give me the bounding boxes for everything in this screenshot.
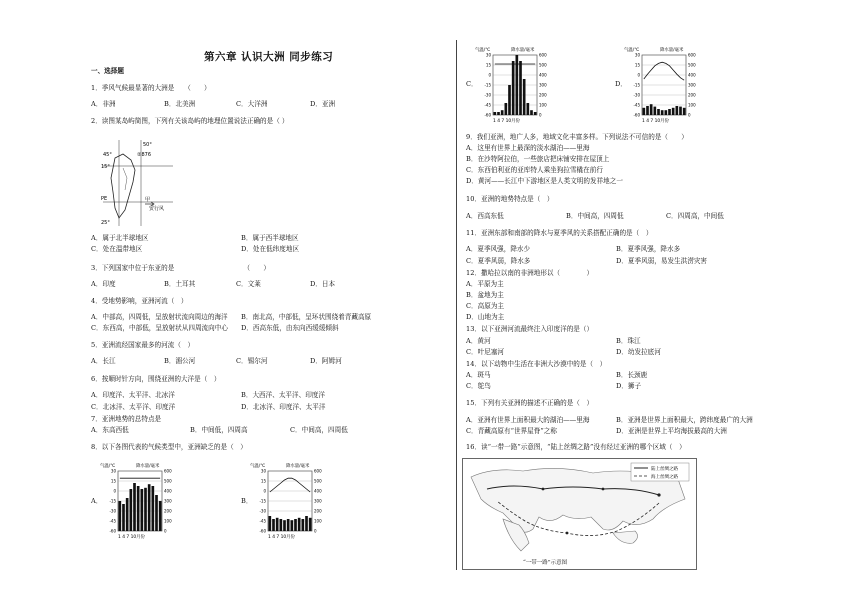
option: D．山地为主 [466,313,505,321]
option: B．在沙特阿拉伯，一些旅店把床铺安排在屋顶上 [466,155,610,163]
axis-label: 降水量/毫米 [286,464,310,469]
question-13: 13．以下亚洲河流最终注入印度洋的是（） [466,325,594,333]
option: A．中部高，四周低，呈放射状流向周边的海洋 [91,313,228,321]
precip-bar [309,518,312,531]
tick-label: 0 [488,72,491,78]
tick-label: 500 [539,62,547,68]
precip-bar [512,61,515,115]
precip-bar [654,107,657,115]
option: B．土耳其 [164,280,196,288]
precip-bar [133,483,136,531]
map-label: 贸行风 [149,206,165,212]
precip-bar [291,520,294,531]
x-axis-label: 1 4 7 10月份 [493,119,520,124]
precip-bar [672,108,675,115]
option-letter: A． [91,497,103,505]
axis-label: 降水量/毫米 [136,464,160,469]
option: C．北冰洋、太平洋、印度洋 [91,403,176,411]
tick-label: 200 [688,92,696,98]
option-letter: B． [241,497,253,505]
tick-label: -15 [259,498,266,504]
tick-label: 300 [314,498,322,504]
tick-label: 0 [113,488,116,494]
map-label: 甲 [145,197,151,203]
precip-bar [269,516,272,531]
option: A．属于北半球地区 [91,234,149,242]
tick-label: 30 [485,52,491,58]
tick-label: 15 [634,62,640,68]
tick-label: 0 [688,112,691,118]
tick-label: -45 [484,102,491,108]
tick-label: -60 [633,112,640,118]
tick-label: -45 [633,102,640,108]
tick-label: 400 [314,488,322,494]
precip-bar [497,112,500,115]
option: A．长江 [91,357,116,365]
tick-label: 100 [164,518,172,524]
tick-label: 30 [260,468,266,474]
option: A．亚洲有世界上面积最大的湖泊——里海 [466,416,590,424]
tick-label: 600 [688,52,696,58]
tick-label: 400 [539,72,547,78]
climate-chart-c [475,45,555,127]
option: B．湄公河 [164,357,196,365]
question-11: 11．亚洲东部和南部的降水与夏季风的关系搭配正确的是（ ） [466,229,653,237]
tick-label: -30 [259,508,266,514]
option: B．盆地为主 [466,291,504,299]
temp-line [270,478,310,492]
precip-bar [683,108,686,115]
precip-bar [148,484,151,531]
precip-bar [272,519,275,531]
tick-label: 500 [688,62,696,68]
precip-bar [494,112,497,115]
precip-bar [508,85,511,115]
climate-chart-b [250,461,330,543]
belt-road-map [462,458,697,570]
question-9: 9．我们亚洲，地广人多，地域文化丰富多样。下列说法不可信的是（ ） [466,133,688,141]
tick-label: -30 [484,92,491,98]
option: C．东西伯利亚的亚库特人乘坐狗拉雪橇在前行 [466,166,603,174]
option: B．北美洲 [164,100,196,108]
tick-label: -30 [633,92,640,98]
precip-bar [650,104,653,115]
option: A．东高西低 [91,426,129,434]
option: A．西高东低 [466,212,504,220]
option: A．黄河 [466,337,491,345]
question-14: 14．以下动物中生活在非洲大沙漠中的是（ ） [466,360,607,368]
question-12: 12．撒哈拉以南的非洲地形以（ ） [466,269,594,277]
tick-label: 600 [539,52,547,58]
option: B．长颈鹿 [616,371,648,379]
question-2: 2．读图某岛屿简图，下列有关该岛屿的地理位置说法正确的是（ ） [91,117,289,125]
precip-bar [276,518,279,531]
precip-bar [665,110,668,115]
tick-label: -30 [109,508,116,514]
tick-label: 0 [164,528,167,534]
tick-label: 0 [637,72,640,78]
option: A．斑马 [466,371,491,379]
option: C．叶尼塞河 [466,348,505,356]
question-1: 1．季风气候最显著的大洲是 （ ） [91,84,211,92]
precip-bar [280,519,283,531]
map-label: 50° [143,142,152,148]
precip-bar [661,110,664,115]
x-axis-label: 1 4 7 10月份 [642,119,669,124]
option: D．日本 [310,280,336,288]
option: D．幼发拉底河 [616,348,661,356]
tick-label: -45 [109,518,116,524]
precip-bar [501,110,504,115]
column-divider [456,40,457,570]
question-16: 16．读“一带一路”示意图，“陆上丝绸之路”没有经过亚洲的哪个区域（ ） [466,443,686,451]
belt-road-map-drawing [463,459,696,559]
tick-label: -15 [484,82,491,88]
climate-chart-a [100,461,180,543]
option: A．夏季风强，降水少 [466,245,531,253]
precip-bar [646,106,649,115]
x-axis-label: 1 4 7 10月份 [118,535,145,540]
tick-label: 600 [164,468,172,474]
tick-label: 200 [314,508,322,514]
tick-label: 100 [539,102,547,108]
tick-label: -60 [259,528,266,534]
tick-label: 15 [485,62,491,68]
map-label: 45° [103,152,112,158]
climate-chart-d [624,45,704,127]
precip-bar [305,516,308,531]
option: C．中间高，四周低 [290,426,348,434]
option: A．平原为主 [466,280,504,288]
option: B．亚洲是世界上面积最大，跨纬度最广的大洲 [616,416,753,424]
option: D．狮子 [616,382,642,390]
tick-label: 200 [539,92,547,98]
option: D．阿姆河 [310,357,342,365]
map-label: ②876 [137,152,152,158]
precip-bar [527,103,530,115]
option: C．四周高，中间低 [666,212,724,220]
option: D．黄河——长江中下游地区是人类文明的发祥地之一 [466,177,623,185]
option: C．青藏高原有“世界屋脊”之称 [466,427,557,435]
option: C．鸵鸟 [466,382,491,390]
precip-bar [119,501,122,531]
precip-bar [159,501,162,531]
island-map [101,138,176,228]
option: B．夏季风强，降水多 [616,245,681,253]
precip-bar [302,519,305,531]
question-3: 3．下列国家中位于东亚的是 （ ） [91,264,270,272]
legend-label: 海上丝绸之路 [651,475,678,480]
option: C．高原为主 [466,302,505,310]
precip-bar [519,61,522,115]
axis-label: 气温/℃ [250,464,266,469]
tick-label: 300 [539,82,547,88]
axis-label: 降水量/毫米 [511,48,535,53]
option: D．夏季风弱，易发生洪涝灾害 [616,257,708,265]
option: C．文莱 [236,280,261,288]
precip-bar [643,108,646,115]
question-15: 15．下列有关亚洲的描述不正确的是（ ） [466,399,594,407]
tick-label: 0 [263,488,266,494]
tick-label: 400 [688,72,696,78]
option: B．中间高，四周低 [566,212,624,220]
tick-label: 500 [164,478,172,484]
option: A．印度 [91,280,116,288]
map-label: 25° [101,220,110,226]
option: D．处在低纬度地区 [241,245,300,253]
tick-label: -15 [109,498,116,504]
tick-label: 300 [164,498,172,504]
x-axis-label: 1 4 7 10月份 [268,535,295,540]
axis-label: 降水量/毫米 [660,48,684,53]
precip-bar [155,495,158,531]
option: B．南北高，中部低，呈环状围绕着青藏高原 [241,313,372,321]
option: D．北冰洋、印度洋、太平洋 [241,403,326,411]
option: D．亚洲 [310,100,336,108]
tick-label: 15 [260,478,266,484]
question-10: 10．亚洲的地势特点是（ ） [466,195,554,203]
option: C．处在温带地区 [91,245,143,253]
option-letter: D． [615,80,627,88]
question-5: 5．亚洲流经国家最多的河流（ ） [91,341,195,349]
precip-bar [679,107,682,115]
map-label: 15° [101,164,110,170]
option: C．锡尔河 [236,357,268,365]
map-caption: “一带一路”示意图 [523,560,568,566]
option: B．珠江 [616,337,641,345]
question-7: 7．亚洲地势的总特点是 [91,415,162,423]
precip-bar [657,109,660,115]
tick-label: 100 [314,518,322,524]
tick-label: 0 [539,112,542,118]
precip-bar [668,109,671,115]
tick-label: 300 [688,82,696,88]
tick-label: 400 [164,488,172,494]
option-letter: C． [466,80,478,88]
axis-label: 气温/℃ [100,464,116,469]
tick-label: 600 [314,468,322,474]
option: D．亚洲是世界上平均海拔最高的大洲 [616,427,727,435]
precip-bar [144,488,147,531]
tick-label: 500 [314,478,322,484]
option: A．这里有世界上最深的淡水湖泊——里海 [466,144,590,152]
tick-label: -45 [259,518,266,524]
tick-label: -60 [109,528,116,534]
section-heading: 一、选择题 [91,67,124,75]
question-8: 8．以下各图代表的气候类型中，亚洲缺乏的是（ ） [91,443,247,451]
precip-bar [530,110,533,115]
legend-label: 陆上丝绸之路 [651,467,678,472]
precip-bar [534,112,537,115]
precip-bar [287,519,290,531]
precip-bar [126,498,129,531]
option: B．中间低，四周高 [190,426,248,434]
axis-label: 气温/℃ [475,48,491,53]
option: B．大西洋、太平洋、印度洋 [241,391,325,399]
precip-bar [294,519,297,531]
question-6: 6．按顺时针方向，围绕亚洲的大洋是（ ） [91,375,221,383]
axis-label: 气温/℃ [624,48,640,53]
tick-label: 0 [314,528,317,534]
option: C．大洋洲 [236,100,268,108]
tick-label: 100 [688,102,696,108]
precip-bar [141,489,144,531]
option: C．夏季风弱，降水多 [466,257,531,265]
precip-bar [122,504,125,531]
option: B．属于西半球地区 [241,234,299,242]
precip-bar [298,518,301,531]
option: D．西高东低，由东向西缓缓倾斜 [241,324,339,332]
precip-bar [523,79,526,115]
map-label: PE [101,196,108,202]
page-title: 第六章 认识大洲 同步练习 [204,51,334,63]
tick-label: -15 [633,82,640,88]
question-4: 4．受地势影响，亚洲河流（ ） [91,297,188,305]
precip-bar [505,103,508,115]
option: A．印度洋、太平洋、北冰洋 [91,391,175,399]
option: A．非洲 [91,100,116,108]
precip-bar [130,489,133,531]
tick-label: -60 [484,112,491,118]
tick-label: 30 [110,468,116,474]
precip-bar [152,486,155,531]
tick-label: 30 [634,52,640,58]
precip-bar [676,106,679,115]
precip-bar [137,486,140,531]
option: C．东西高，中部低，呈放射状从四周流向中心 [91,324,228,332]
tick-label: 200 [164,508,172,514]
tick-label: 15 [110,478,116,484]
precip-bar [283,520,286,531]
